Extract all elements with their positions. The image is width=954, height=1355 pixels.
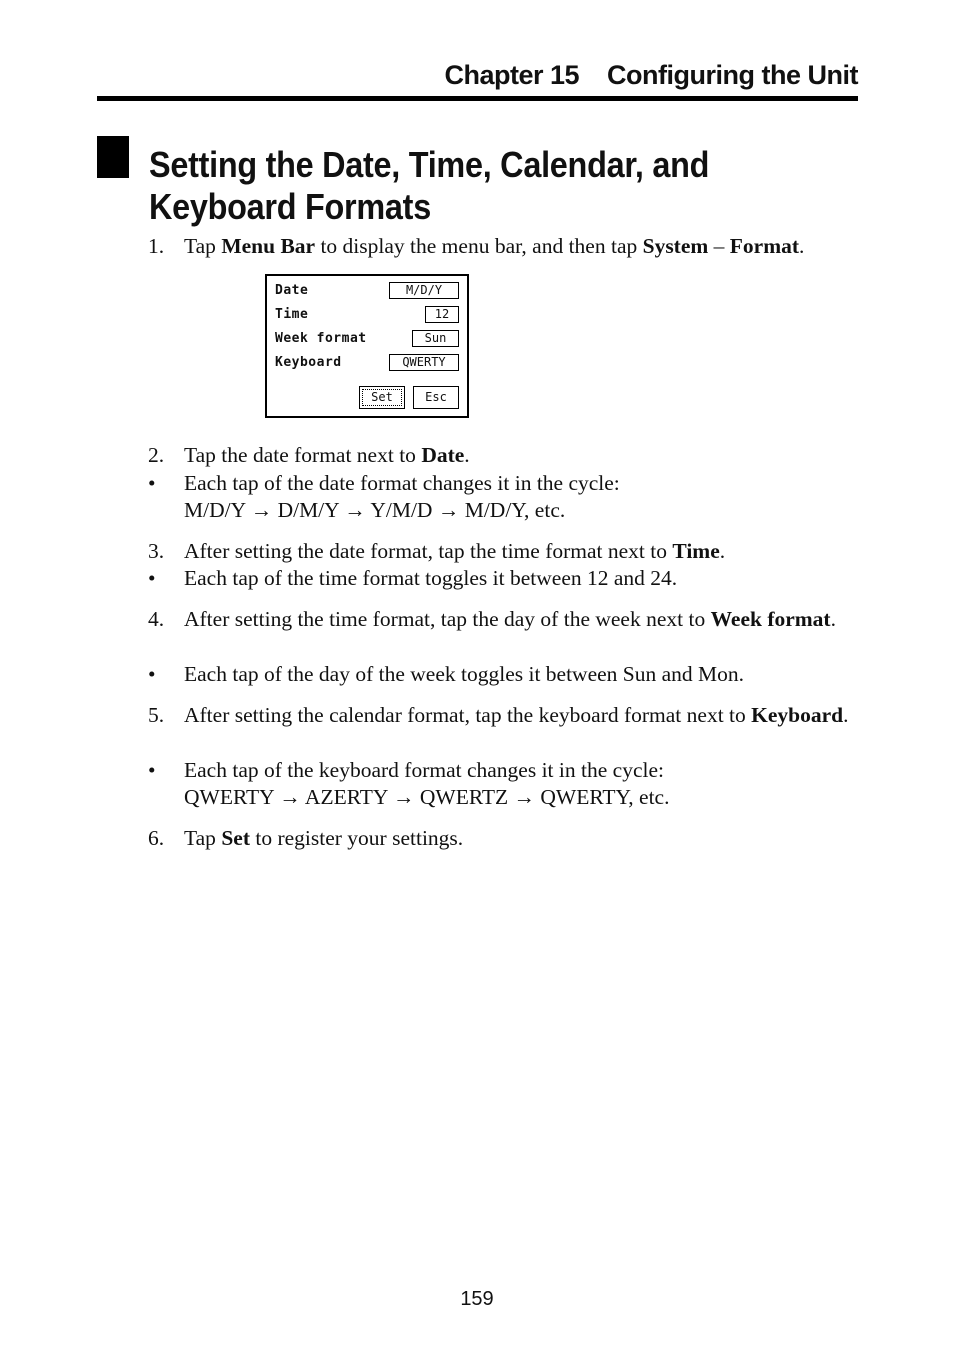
- bullet: •: [148, 662, 156, 686]
- step-text: After setting the calendar format, tap the keyboard format next to Keyboard.: [184, 703, 849, 727]
- bullet: •: [148, 566, 156, 590]
- keyboard-label: Keyboard: [275, 355, 342, 370]
- step-number: 6.: [148, 826, 165, 850]
- chapter-number: Chapter 15: [444, 60, 580, 90]
- header-rule: [97, 96, 858, 101]
- step-number: 4.: [148, 607, 165, 631]
- chapter-title: Configuring the Unit: [607, 60, 858, 90]
- step-number: 5.: [148, 703, 165, 727]
- week-format-field[interactable]: Sun: [412, 330, 459, 347]
- step-text: After setting the date format, tap the time format next to Time.: [184, 539, 726, 563]
- time-label: Time: [275, 307, 309, 322]
- step-text: Tap the date format next to Date.: [184, 443, 470, 467]
- step-text: Each tap of the day of the week toggles it between Sun and Mon.: [184, 662, 745, 686]
- format-settings-screen: [265, 274, 469, 418]
- step-text: Tap Set to register your settings.: [184, 826, 464, 850]
- set-button[interactable]: Set: [359, 386, 405, 409]
- step-number: 1.: [148, 234, 165, 258]
- date-label: Date: [275, 283, 309, 298]
- page-number: 159: [460, 1288, 494, 1310]
- week-format-label: Week format: [275, 331, 367, 346]
- step-number: 2.: [148, 443, 165, 467]
- bullet: •: [148, 471, 156, 495]
- section-title: Setting the Date, Time, Calendar, and Keyboard Formats: [149, 144, 710, 227]
- step-text: Tap Menu Bar to display the menu bar, and then tap System – Format.: [184, 234, 805, 258]
- keyboard-format-field[interactable]: QWERTY: [389, 354, 459, 371]
- section-marker: [97, 136, 129, 178]
- date-format-field[interactable]: M/D/Y: [389, 282, 459, 299]
- step-text: After setting the time format, tap the day of the week next to Week format.: [184, 607, 836, 631]
- step-text: Each tap of the date format changes it in the cycle: M/D/Y → D/M/Y → Y/M/D → M/D/Y, etc.: [184, 471, 620, 522]
- step-number: 3.: [148, 539, 165, 563]
- time-format-field[interactable]: 12: [425, 306, 459, 323]
- esc-button[interactable]: Esc: [413, 386, 459, 409]
- chapter-header: [97, 60, 858, 91]
- step-text: Each tap of the time format toggles it between 12 and 24.: [184, 566, 678, 590]
- step-text: Each tap of the keyboard format changes it in the cycle: QWERTY → AZERTY → QWERTZ → QWERTY, etc.: [184, 758, 670, 809]
- bullet: •: [148, 758, 156, 782]
